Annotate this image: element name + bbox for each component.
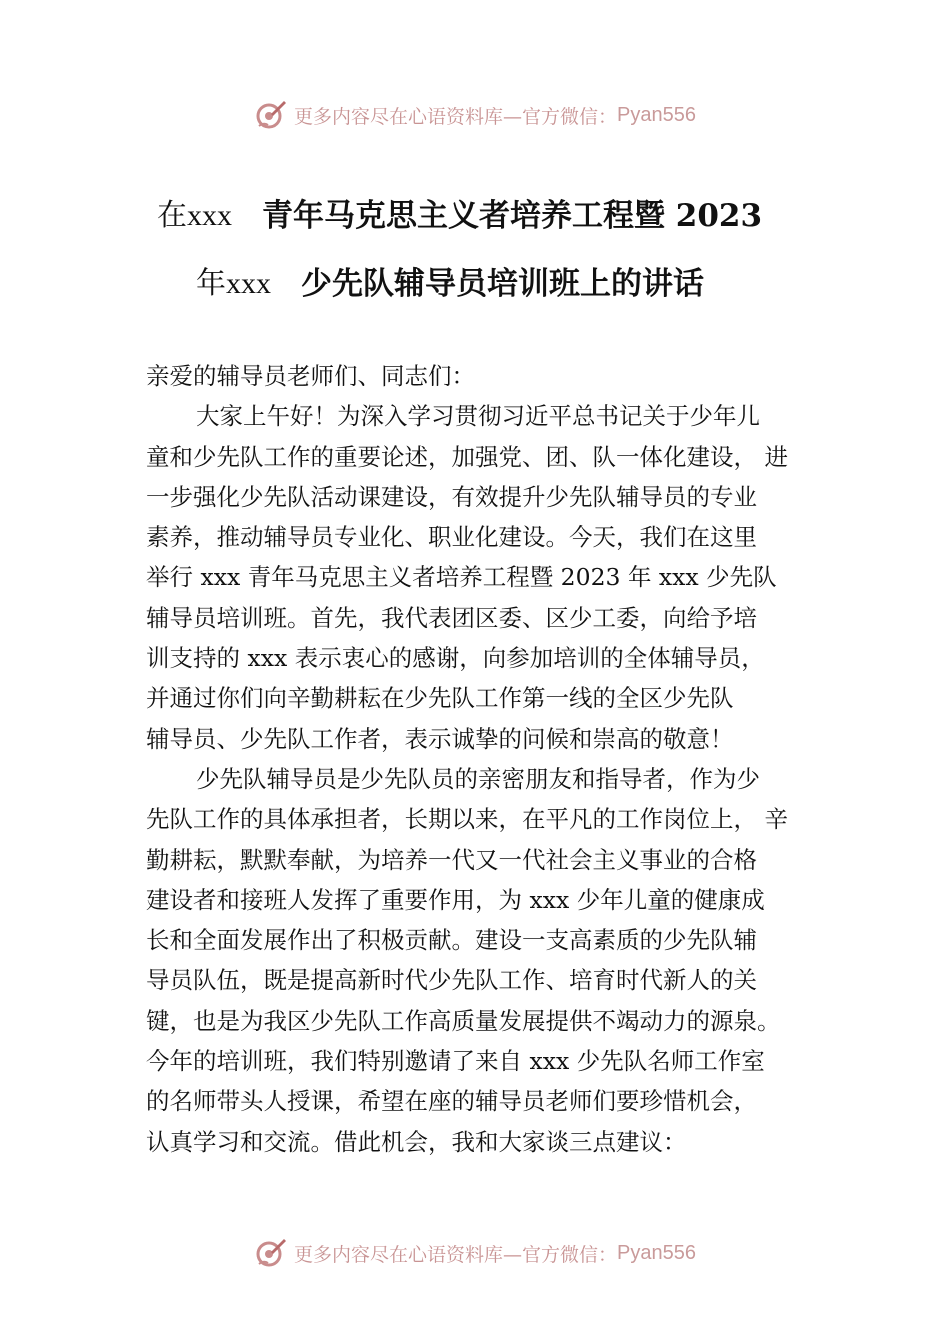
title-prefix-2: 年xxx [196, 267, 271, 300]
document-title-line-2 [0, 258, 950, 302]
title-prefix-1: 在xxx [157, 199, 232, 232]
body-line: 素养，推动辅导员专业化、职业化建设。今天，我们在这里 [146, 523, 757, 552]
body-line: 勤耕耘，默默奉献，为培养一代又一代社会主义事业的合格 [146, 845, 757, 874]
body-line: 今年的培训班，我们特别邀请了来自 xxx 少先队名师工作室 [146, 1047, 765, 1076]
document-body [146, 356, 826, 1162]
document-title-line-1 [0, 190, 950, 234]
body-line: 亲爱的辅导员老师们、同志们： [146, 362, 475, 390]
banner-text: 更多内容尽在心语资料库—官方微信： [294, 1243, 618, 1266]
body-line: 的名师带头人授课，希望在座的辅导员老师们要珍惜机会， [146, 1087, 757, 1116]
pen-logo-icon [254, 98, 288, 132]
title-main-2: 少先队辅导员培训班上的讲话 [301, 266, 704, 302]
body-line: 键，也是为我区少先队工作高质量发展提供不竭动力的源泉。 [146, 1006, 781, 1035]
body-line: 一步强化少先队活动课建设，有效提升少先队辅导员的专业 [146, 482, 757, 511]
body-line: 导员队伍，既是提高新时代少先队工作、培育时代新人的关 [146, 966, 757, 995]
footer-banner [0, 1233, 950, 1273]
body-line: 童和少先队工作的重要论述，加强党、团、队一体化建设， 进 [146, 442, 788, 471]
title-main-1: 青年马克思主义者培养工程暨 2023 [262, 198, 763, 234]
body-line: 并通过你们向辛勤耕耘在少先队工作第一线的全区少先队 [146, 684, 734, 713]
body-line: 少先队辅导员是少先队员的亲密朋友和指导者，作为少 [196, 764, 760, 793]
body-line: 先队工作的具体承担者，长期以来，在平凡的工作岗位上， 辛 [146, 805, 788, 834]
banner-text: 更多内容尽在心语资料库—官方微信： [294, 105, 618, 128]
banner-handle: Pyan556 [617, 103, 696, 126]
body-line: 长和全面发展作出了积极贡献。建设一支高素质的少先队辅 [146, 926, 757, 955]
body-line: 大家上午好！为深入学习贯彻习近平总书记关于少年儿 [196, 402, 760, 431]
banner-handle: Pyan556 [617, 1241, 696, 1264]
body-line: 建设者和接班人发挥了重要作用，为 xxx 少年儿童的健康成 [146, 885, 765, 914]
body-line: 举行 xxx 青年马克思主义者培养工程暨 2023 年 xxx 少先队 [146, 563, 777, 592]
body-line: 训支持的 xxx 表示衷心的感谢，向参加培训的全体辅导员， [146, 644, 765, 673]
body-line: 辅导员、少先队工作者，表示诚挚的问候和崇高的敬意！ [146, 724, 734, 753]
header-banner [0, 95, 950, 135]
pen-logo-icon [254, 1236, 288, 1270]
body-line: 辅导员培训班。首先，我代表团区委、区少工委，向给予培 [146, 603, 757, 632]
body-line: 认真学习和交流。借此机会，我和大家谈三点建议： [146, 1127, 687, 1156]
